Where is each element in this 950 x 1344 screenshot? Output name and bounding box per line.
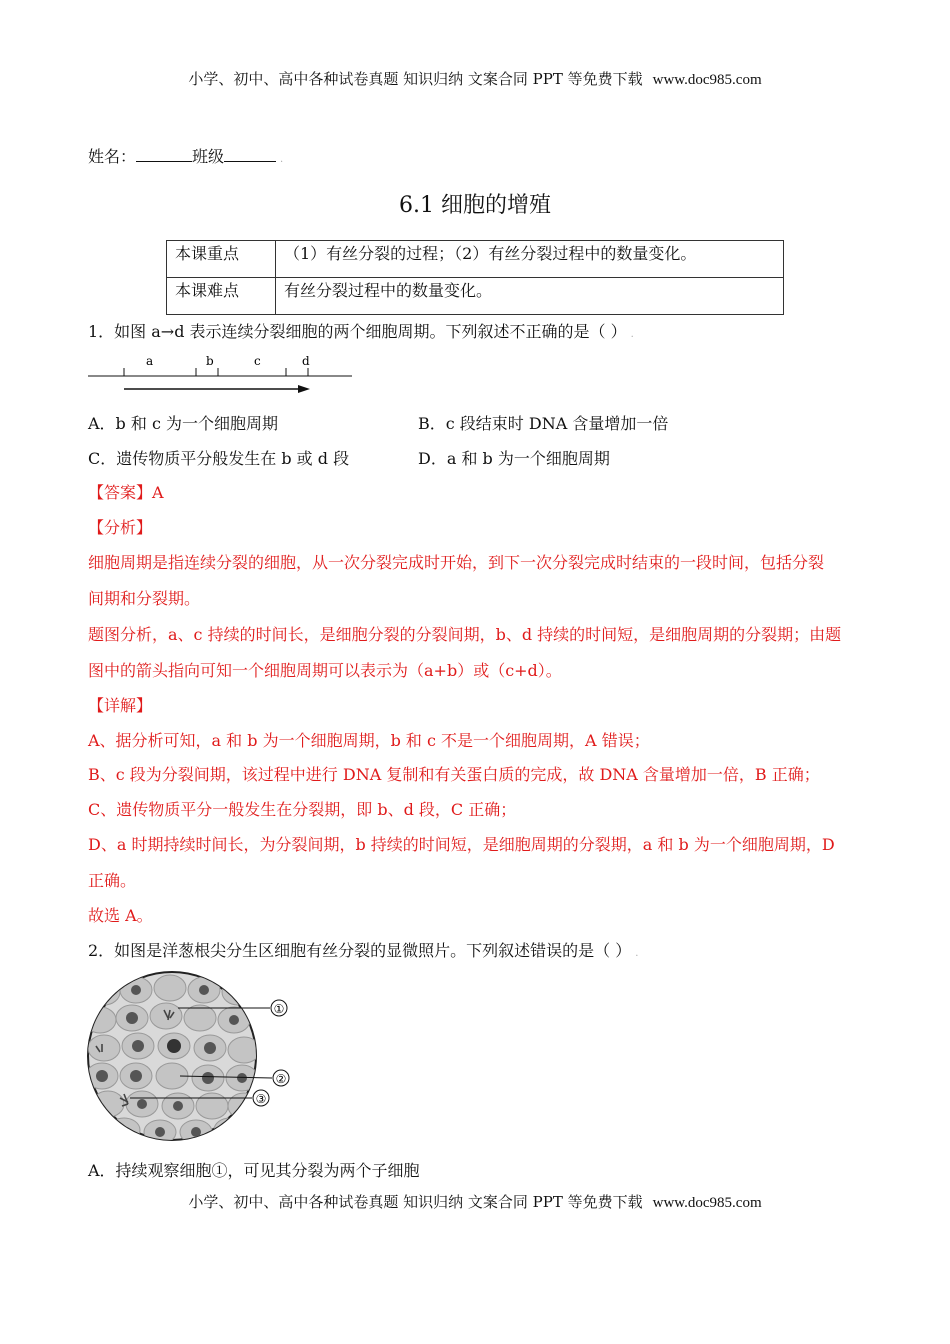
name-blank (136, 145, 192, 162)
q2-stem: 2．如图是洋葱根尖分生区细胞有丝分裂的显微照片。下列叙述错误的是（ ） . (88, 941, 639, 960)
q1-analysis-label: 【分析】 (88, 518, 153, 537)
q1-choose: 故选 A。 (88, 906, 153, 925)
focus-content: （1）有丝分裂的过程；（2）有丝分裂过程中的数量变化。 (276, 241, 784, 278)
q1-detail-c: C、遗传物质平分一般发生在分裂期，即 b、d 段，C 正确； (88, 800, 517, 819)
q1-option-b: B．c 段结束时 DNA 含量增加一倍 (418, 414, 669, 433)
q2-micrograph (84, 970, 314, 1150)
page-header (0, 68, 950, 89)
q1-option-d: D．a 和 b 为一个细胞周期 (418, 449, 610, 468)
q2-option-a: A．持续观察细胞①，可见其分裂为两个子细胞 (88, 1161, 420, 1180)
footer-site: www.doc985.com (652, 1195, 762, 1211)
segment-label-a: a (146, 354, 154, 368)
name-label: 姓名： (88, 147, 137, 166)
q1-detail-label: 【详解】 (88, 696, 153, 715)
class-label: 班级 (192, 147, 225, 166)
arrow-head (298, 385, 310, 393)
table-row (167, 278, 784, 315)
q1-option-c: C．遗传物质平分般发生在 b 或 d 段 (88, 449, 350, 468)
q1-detail-a: A、据分析可知，a 和 b 为一个细胞周期，b 和 c 不是一个细胞周期，A 错误； (88, 731, 650, 750)
class-blank (224, 145, 276, 162)
page-footer (0, 1191, 950, 1212)
footer-text: 小学、初中、高中各种试卷真题 知识归纳 文案合同 PPT 等免费下载 (188, 1193, 643, 1211)
header-text: 小学、初中、高中各种试卷真题 知识归纳 文案合同 PPT 等免费下载 (188, 70, 643, 88)
q1-detail-b: B、c 段为分裂间期，该过程中进行 DNA 复制和有关蛋白质的完成，故 DNA 含量增加一倍，B 正确； (88, 765, 820, 784)
difficulty-label: 本课难点 (167, 278, 276, 315)
callout-label-1: ① (273, 1002, 285, 1016)
q1-stem: 1．如图 a→d 表示连续分裂细胞的两个细胞周期。下列叙述不正确的是（ ） . (88, 322, 634, 341)
q1-analysis-2: 间期和分裂期。 (88, 589, 201, 608)
q1-analysis-1: 细胞周期是指连续分裂的细胞，从一次分裂完成时开始，到下一次分裂完成时结束的一段时间，包括分裂 (88, 553, 825, 572)
q1-analysis-4: 图中的箭头指向可知一个细胞周期可以表示为（a+b）或（c+d）。 (88, 661, 562, 680)
focus-label: 本课重点 (167, 241, 276, 278)
difficulty-content: 有丝分裂过程中的数量变化。 (276, 278, 784, 315)
header-site: www.doc985.com (652, 72, 762, 88)
q1-cell-cycle-figure (86, 350, 366, 400)
segment-label-d: d (302, 354, 310, 368)
q1-answer: 【答案】A (88, 483, 164, 502)
callout-label-2: ② (275, 1072, 287, 1086)
segment-label-b: b (206, 354, 214, 368)
q1-analysis-3: 题图分析，a、c 持续的时间长，是细胞分裂的分裂间期，b、d 持续的时间短，是细胞周期的分裂期；由题 (88, 625, 842, 644)
q1-detail-d1: D、a 时期持续时间长，为分裂间期，b 持续的时间短，是细胞周期的分裂期，a 和 b 为一个细胞周期，D (88, 835, 835, 854)
lesson-focus-table (166, 240, 784, 315)
name-class-line: 姓名： 班级 . (88, 147, 284, 166)
segment-label-c: c (254, 354, 261, 368)
q1-option-a: A．b 和 c 为一个细胞周期 (88, 414, 279, 433)
callout-label-3: ③ (255, 1092, 267, 1106)
table-row (167, 241, 784, 278)
page-title: 6.1 细胞的增殖 (399, 193, 551, 218)
q1-detail-d2: 正确。 (88, 871, 137, 890)
